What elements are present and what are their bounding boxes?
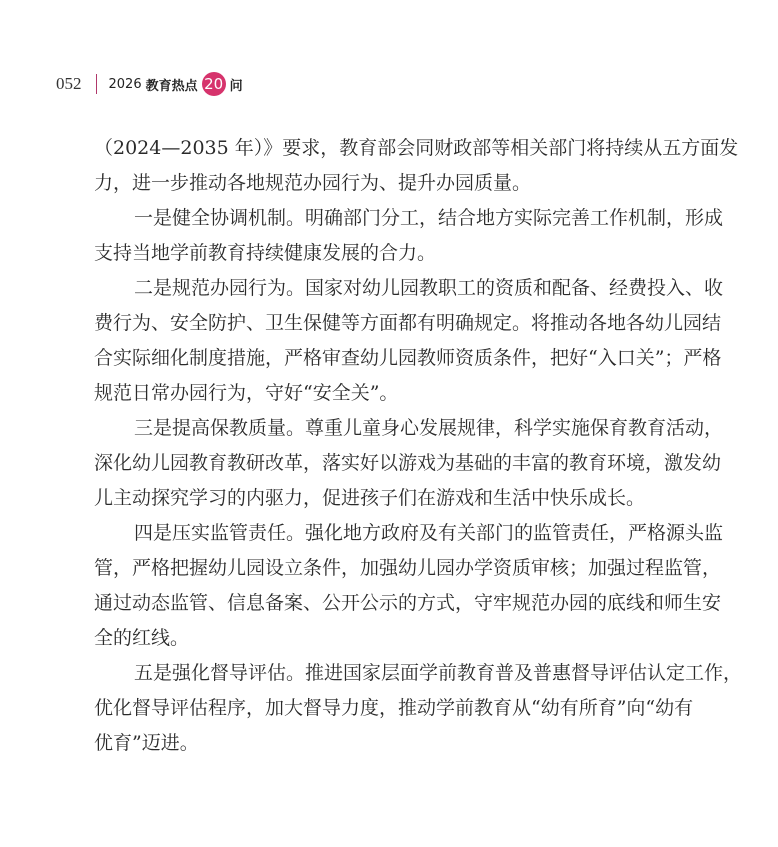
header-divider <box>96 74 97 94</box>
text-line: 费行为、安全防护、卫生保健等方面都有明确规定。将推动各地各幼儿园结 <box>94 312 722 334</box>
book-title-text: 教育热点 <box>145 78 198 94</box>
text-line: 五是强化督导评估。推进国家层面学前教育普及普惠督导评估认定工作， <box>134 662 743 684</box>
paragraph <box>94 411 724 516</box>
text-line: 优育”迈进。 <box>94 732 199 754</box>
text-line: 三是提高保教质量。尊重儿童身心发展规律，科学实施保育教育活动， <box>134 417 724 439</box>
paragraph <box>94 271 724 411</box>
paragraph <box>94 201 724 271</box>
text-line: 深化幼儿园教育教研改革，落实好以游戏为基础的丰富的教育环境，激发幼 <box>94 452 722 474</box>
text-line: 通过动态监管、信息备案、公开公示的方式，守牢规范办园的底线和师生安 <box>94 592 722 614</box>
text-line: 优化督导评估程序，加大督导力度，推动学前教育从“幼有所育”向“幼有 <box>94 697 694 719</box>
paragraph <box>94 516 724 656</box>
book-title-suffix: 问 <box>229 78 243 94</box>
paragraph <box>94 656 743 761</box>
text-line: 二是规范办园行为。国家对幼儿园教职工的资质和配备、经费投入、收 <box>134 277 724 299</box>
page-number: 052 <box>56 74 82 93</box>
number-badge: 20 <box>202 72 226 96</box>
text-line: 规范日常办园行为，守好“安全关”。 <box>94 382 399 404</box>
text-line: （2024—2035 年）》要求，教育部会同财政部等相关部门将持续从五方面发 <box>94 137 739 159</box>
text-line: 一是健全协调机制。明确部门分工，结合地方实际完善工作机制，形成 <box>134 207 724 229</box>
body-text <box>94 131 743 761</box>
text-line: 儿主动探究学习的内驱力，促进孩子们在游戏和生活中快乐成长。 <box>94 487 646 509</box>
text-line: 支持当地学前教育持续健康发展的合力。 <box>94 242 437 264</box>
text-line: 管，严格把握幼儿园设立条件，加强幼儿园办学资质审核；加强过程监管， <box>94 557 722 579</box>
book-title <box>109 72 243 96</box>
book-year: 2026 <box>108 76 142 92</box>
text-line: 力，进一步推动各地规范办园行为、提升办园质量。 <box>94 172 532 194</box>
paragraph <box>94 131 739 201</box>
text-line: 全的红线。 <box>94 627 190 649</box>
text-line: 四是压实监管责任。强化地方政府及有关部门的监管责任，严格源头监 <box>134 522 724 544</box>
running-header <box>56 70 243 98</box>
text-line: 合实际细化制度措施，严格审查幼儿园教师资质条件，把好“入口关”；严格 <box>94 347 722 369</box>
